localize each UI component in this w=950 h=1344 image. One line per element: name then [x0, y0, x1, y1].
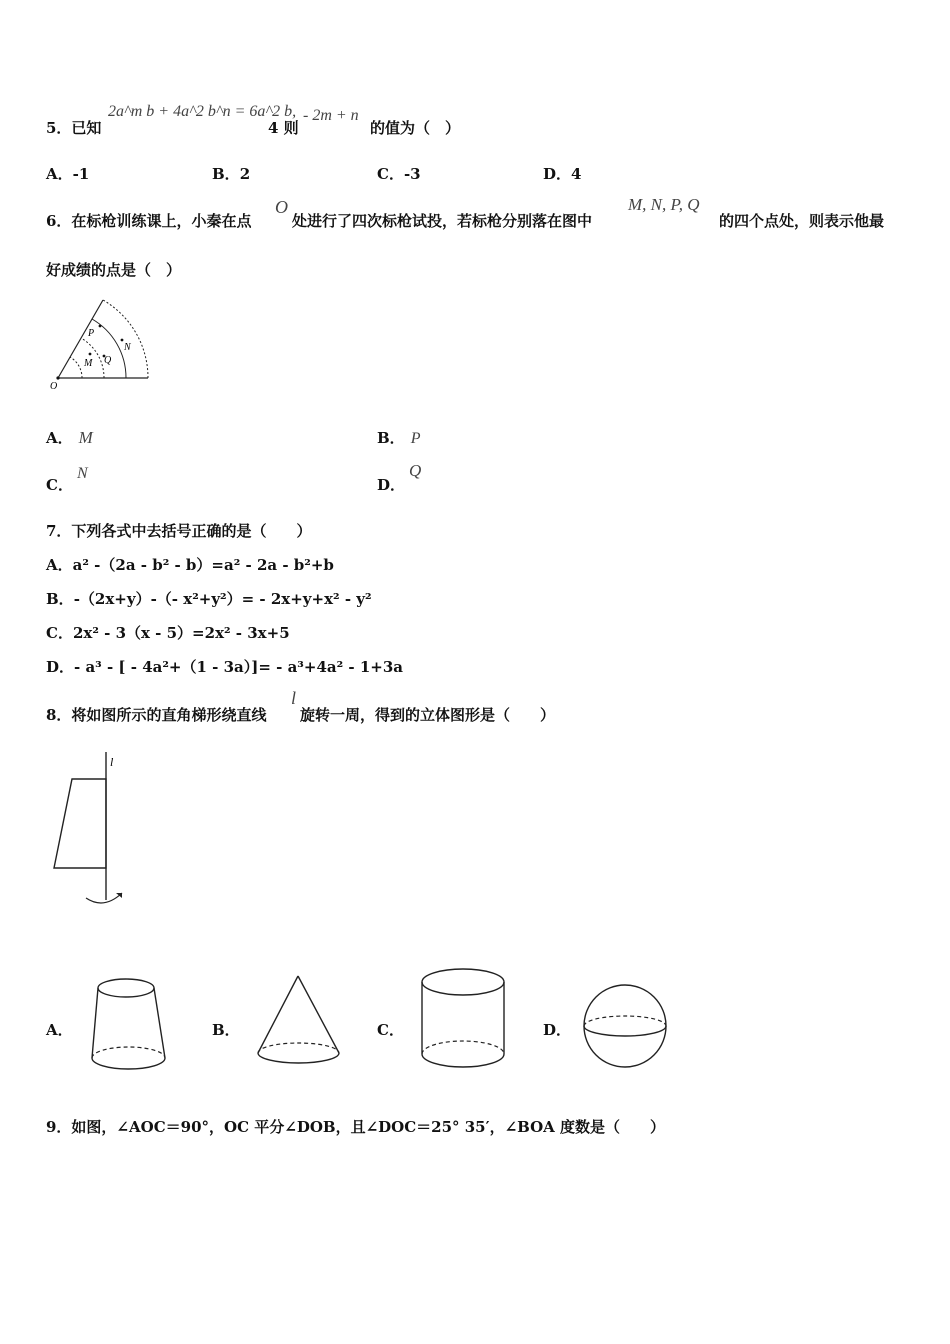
- arc-3: [92, 319, 126, 378]
- rotation-arrow: [86, 893, 122, 903]
- q7-option-b[interactable]: B．-（2x+y）-（- x²+y²）= - 2x+y+x² - y²: [46, 590, 372, 608]
- label-m: M: [84, 358, 93, 369]
- q6-stem-part3: 的四个点处，则表示他最: [719, 212, 885, 230]
- cylinder-shape: [420, 966, 510, 1076]
- q5-option-d[interactable]: D．4: [543, 165, 582, 183]
- axis-label: l: [110, 755, 114, 769]
- label-p: P: [88, 328, 95, 339]
- q8-option-d[interactable]: D．: [543, 1021, 572, 1039]
- q5-formula: 2a^m b + 4a^2 b^n = 6a^2 b,: [108, 103, 297, 120]
- point-m-dot: [89, 353, 92, 356]
- point-p-dot: [99, 325, 102, 328]
- q5-expression: - 2m + n: [303, 107, 359, 124]
- label-q: Q: [104, 355, 112, 366]
- q6-stem-part2: 处进行了四次标枪试投，若标枪分别落在图中: [292, 212, 593, 230]
- right-trapezoid-figure: [46, 752, 146, 912]
- q5-option-b[interactable]: B．2: [212, 165, 251, 183]
- q7-option-d[interactable]: D．- a³ - [ - 4a²+（1 - 3a）]= - a³+4a² - 1+3a: [46, 658, 403, 676]
- point-n-dot: [121, 339, 124, 342]
- q5-option-a[interactable]: A．-1: [46, 165, 90, 183]
- arc-1: [70, 357, 82, 378]
- label-n: N: [124, 342, 131, 353]
- q7-stem: 7．下列各式中去括号正确的是（ ）: [46, 522, 312, 540]
- trapezoid: [54, 779, 106, 868]
- javelin-field-figure: [46, 296, 166, 396]
- q6-option-a[interactable]: A． M: [46, 428, 93, 447]
- label-o: O: [50, 381, 58, 392]
- q5-number: 5．已知: [46, 119, 102, 137]
- q8-option-c[interactable]: C．: [377, 1021, 404, 1039]
- q7-option-c[interactable]: C．2x² - 3（x - 5）=2x² - 3x+5: [46, 624, 290, 642]
- q6-option-d[interactable]: D．Q: [377, 461, 422, 494]
- q6-option-c[interactable]: C．N: [46, 465, 88, 494]
- q8-option-b[interactable]: B．: [212, 1021, 240, 1039]
- q8-line-l: l: [291, 688, 297, 708]
- slanted-ray: [58, 300, 103, 378]
- q6-point-o: O: [275, 197, 288, 217]
- q8-option-a[interactable]: A．: [46, 1021, 73, 1039]
- q8-stem-part2: 旋转一周，得到的立体图形是（ ）: [300, 706, 556, 724]
- q8-stem-part1: 8．将如图所示的直角梯形绕直线: [46, 706, 267, 724]
- point-o-dot: [56, 376, 59, 379]
- q6-option-b[interactable]: B． P: [377, 429, 421, 447]
- sphere-shape: [583, 982, 673, 1077]
- q6-stem-line2: 好成绩的点是（ ）: [46, 261, 182, 279]
- cone-shape: [256, 974, 346, 1069]
- q9-stem: 9．如图，∠AOC＝90°，OC 平分∠DOB，且∠DOC＝25° 35′，∠BOA 度数是（ ）: [46, 1118, 666, 1136]
- q7-option-a[interactable]: A．a² -（2a - b² - b）=a² - 2a - b²+b: [46, 556, 334, 574]
- q6-points-list: M, N, P, Q: [628, 195, 700, 214]
- q6-stem-part1: 6．在标枪训练课上，小秦在点: [46, 212, 252, 230]
- q5-option-c[interactable]: C．-3: [377, 165, 421, 183]
- q5-tail: 的值为（ ）: [370, 119, 461, 137]
- frustum-shape: [88, 972, 178, 1082]
- q5-mid-text: 4 则: [268, 119, 299, 137]
